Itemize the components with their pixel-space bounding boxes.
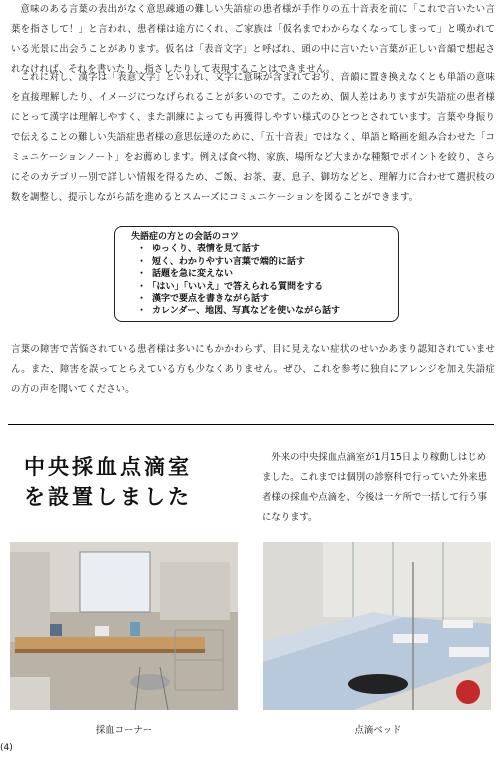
closing-paragraph: 言葉の障害で苦悩されている患者様は多いにもかかわらず、目に見えない症状のせいかあまり認知されていません。また、障害を誤ってとらえている方も少なくありません。ぜひ、これを参考に独自にアレンジを加え失語症の方の声を聞いてください。 — [11, 344, 495, 395]
tip-item: ・ 話題を急に変えない — [137, 268, 388, 280]
tip-item: ・ カレンダー、地図、写真などを使いながら話す — [137, 305, 388, 317]
tip-item: ・ 「はい」「いいえ」で答えられる質問をする — [137, 281, 388, 293]
headline-line-2: を設置しました — [24, 485, 192, 509]
iv-beds-photo — [263, 542, 491, 710]
headline-line-1: 中央採血点滴室 — [24, 455, 192, 479]
section-divider — [8, 424, 494, 425]
section-headline — [24, 452, 192, 512]
blood-sampling-photo — [10, 542, 238, 710]
tips-list — [131, 243, 388, 317]
notice-text: 外来の中央採血点滴室が1月15日より稼動しはじめました。これまでは個別の診察科で行っていた外来患者様の採血や点滴を、今後は一ケ所で一括して行う事になります。 — [262, 452, 488, 523]
intro-paragraph-2: これに対し、漢字は「表意文字」といわれ、文字に意味が含まれており、音韻に置き換えなくとも単語の意味を直接理解したり、イメージにつなげられることが多いのです。このため、個人差はありますが失語症の患者様にとって漢字は理解しやすく、また訓練によっても再獲得しやすい様式のひとつとされています。言葉や身振りで伝えることの難しい失語症患者様の意思伝達のために、「五十音表」ではなく、単語と略画を組み合わせた「コミュニケーションノート」をお薦めします。例えば食べ物、家族、場所など大まかな種類でポイントを絞り、さらにそのカテゴリー別で詳しい情報を得るため、ご飯、お茶、妻、息子、御坊などと、理解力に合わせて選択枝の数を調整し、提示しながら話を進めるとスムーズにコミュニケーションを図ることができます。 — [11, 72, 495, 203]
iv-beds-caption: 点滴ベッド — [354, 725, 402, 736]
intro-paragraph-1: 意味のある言葉の表出がなく意思疎通の難しい失語症の患者様が手作りの五十音表を前に「これで言いたい言葉を指さして！」と言われ、患者様は途方にくれ、ご家族は「仮名までわからなくなってしまって」と嘆かれている光景に出会うことがあります。仮名は「表音文字」と呼ばれ、頭の中に言いたい言葉が正しい音韻で想起されなければ、それを書いたり、指さしたりして表現することはできません。 — [11, 4, 495, 75]
page-number: (4) — [0, 743, 13, 753]
conversation-tips-box — [114, 226, 399, 322]
tip-item: ・ ゆっくり、表情を見て話す — [137, 243, 388, 255]
tips-title: 失語症の方との会話のコツ — [131, 232, 240, 242]
tip-item: ・ 漢字で要点を書きながら話す — [137, 293, 388, 305]
tip-item: ・ 短く、わかりやすい言葉で端的に話す — [137, 256, 388, 268]
blood-sampling-caption: 採血コーナー — [95, 725, 153, 736]
